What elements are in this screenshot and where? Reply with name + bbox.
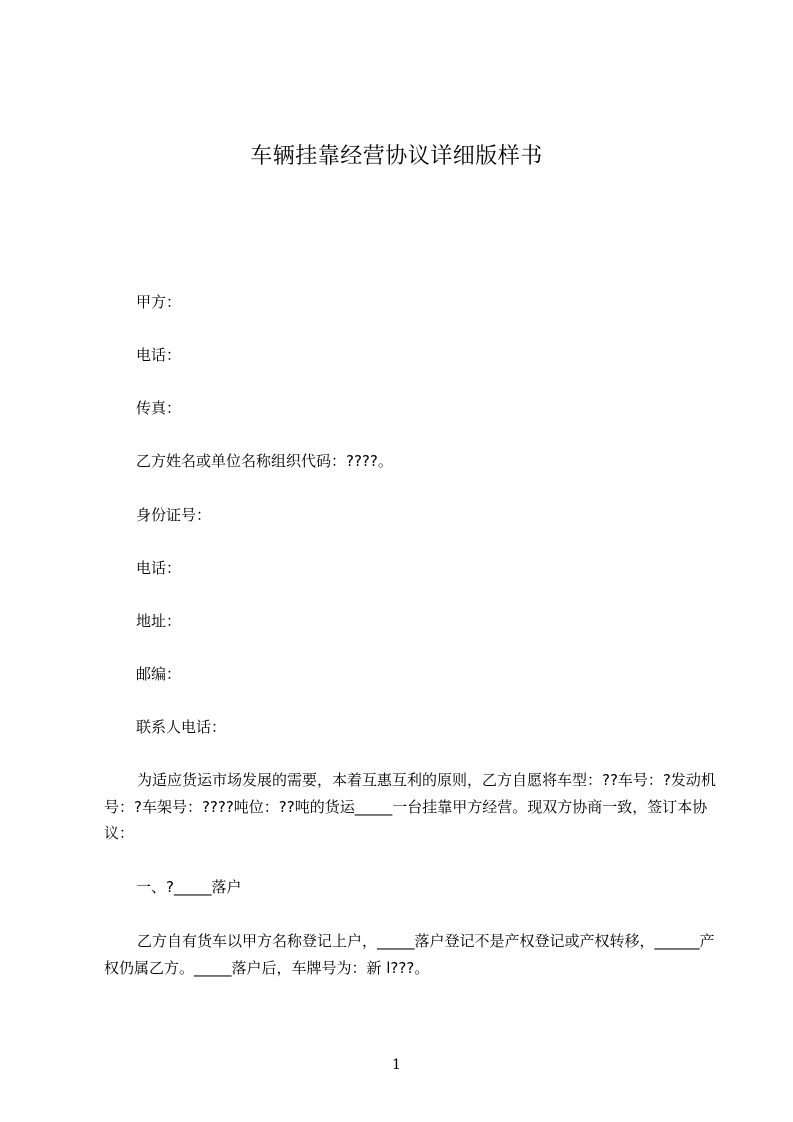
field-phone-a: 电话： xyxy=(136,346,182,364)
section-1-heading: 一、?_____落户 xyxy=(136,878,242,896)
section-1-paragraph xyxy=(104,928,716,981)
field-phone-b: 电话： xyxy=(136,559,182,577)
field-postcode: 邮编： xyxy=(136,665,182,683)
preamble-text: 为适应货运市场发展的需要，本着互惠互利的原则，乙方自愿将车型：??车号：?发动机号：?车架号：????吨位：??吨的货运_____一台挂靠甲方经营。现双方协商一致，签订本协议： xyxy=(104,771,716,842)
field-fax: 传真： xyxy=(136,399,182,417)
field-party-b-name: 乙方姓名或单位名称组织代码：????。 xyxy=(136,452,393,470)
field-address: 地址： xyxy=(136,612,182,630)
document-title: 车辆挂靠经营协议详细版样书 xyxy=(250,144,543,169)
section-1-text: 乙方自有货车以甲方名称登记上户，_____落户登记不是产权登记或产权转移，______产权仍属乙方。_____落户后，车牌号为：新 l???。 xyxy=(104,932,715,977)
preamble-paragraph xyxy=(104,767,716,847)
field-party-a: 甲方： xyxy=(136,293,182,311)
field-id-number: 身份证号： xyxy=(136,506,212,524)
page-number: 1 xyxy=(392,1057,401,1073)
field-contact-phone: 联系人电话： xyxy=(136,718,227,736)
